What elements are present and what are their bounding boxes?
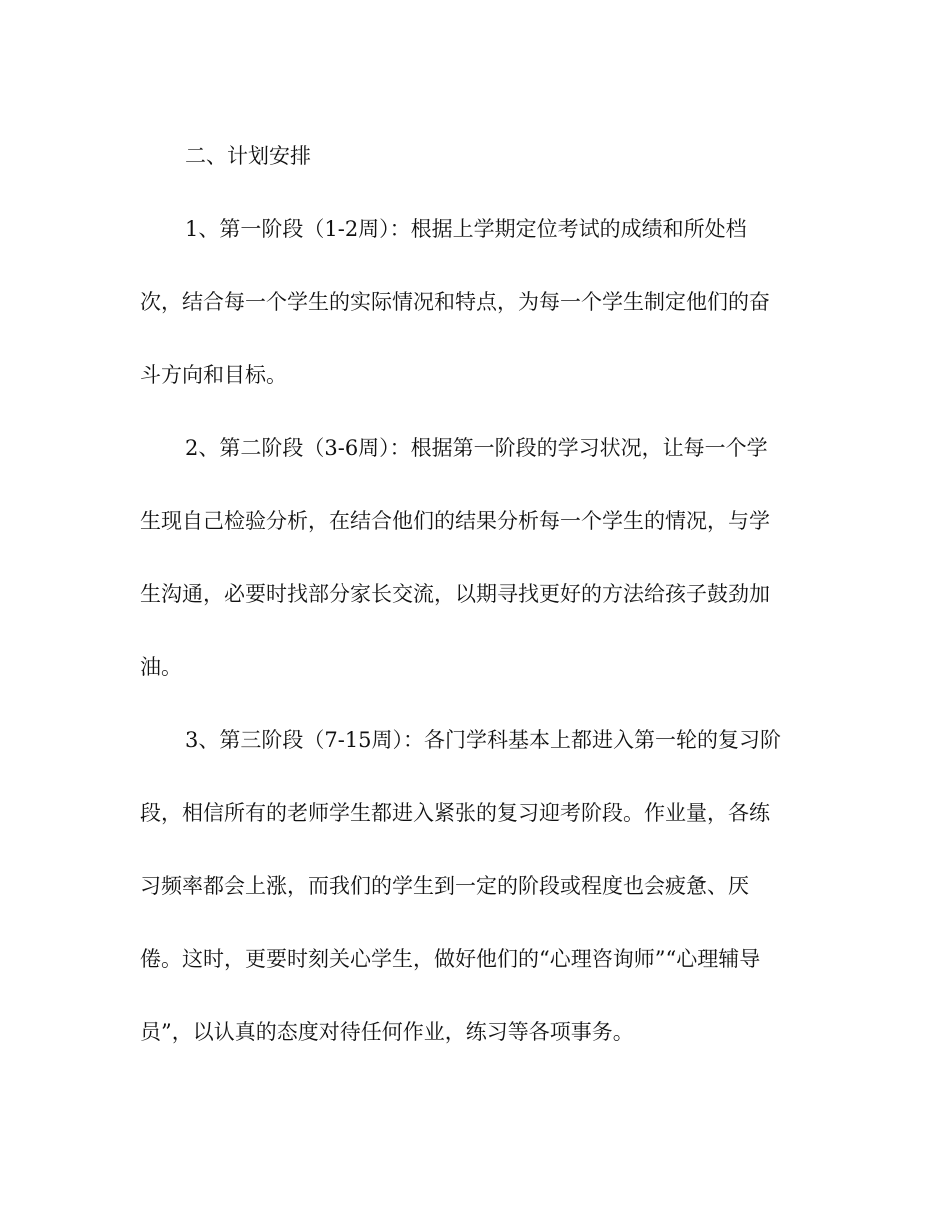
paragraph-2-line-2: 生现自己检验分析，在结合他们的结果分析每一个学生的情况，与学 [140,509,770,533]
section-heading: 二、计划安排 [185,144,311,168]
paragraph-2-line-1: 2、第二阶段（3-6周）：根据第一阶段的学习状况，让每一个学 [185,436,768,460]
paragraph-3-line-3: 习频率都会上涨，而我们的学生到一定的阶段或程度也会疲惫、厌 [140,874,749,898]
paragraph-3-line-5: 员”，以认真的态度对待任何作业，练习等各项事务。 [140,1020,634,1044]
paragraph-2-line-3: 生沟通，必要时找部分家长交流，以期寻找更好的方法给孩子鼓劲加 [140,582,770,606]
paragraph-1-line-1: 1、第一阶段（1-2周）：根据上学期定位考试的成绩和所处档 [185,217,747,241]
paragraph-1-line-2: 次，结合每一个学生的实际情况和特点，为每一个学生制定他们的奋 [140,290,770,314]
paragraph-1-line-3: 斗方向和目标。 [140,363,287,387]
paragraph-3-line-1: 3、第三阶段（7-15周）：各门学科基本上都进入第一轮的复习阶 [185,728,782,752]
paragraph-3-line-2: 段，相信所有的老师学生都进入紧张的复习迎考阶段。作业量，各练 [140,801,770,825]
paragraph-2-line-4: 油。 [140,655,182,679]
paragraph-3-line-4: 倦。这时，更要时刻关心学生，做好他们的“心理咨询师”“心理辅导 [140,947,761,971]
